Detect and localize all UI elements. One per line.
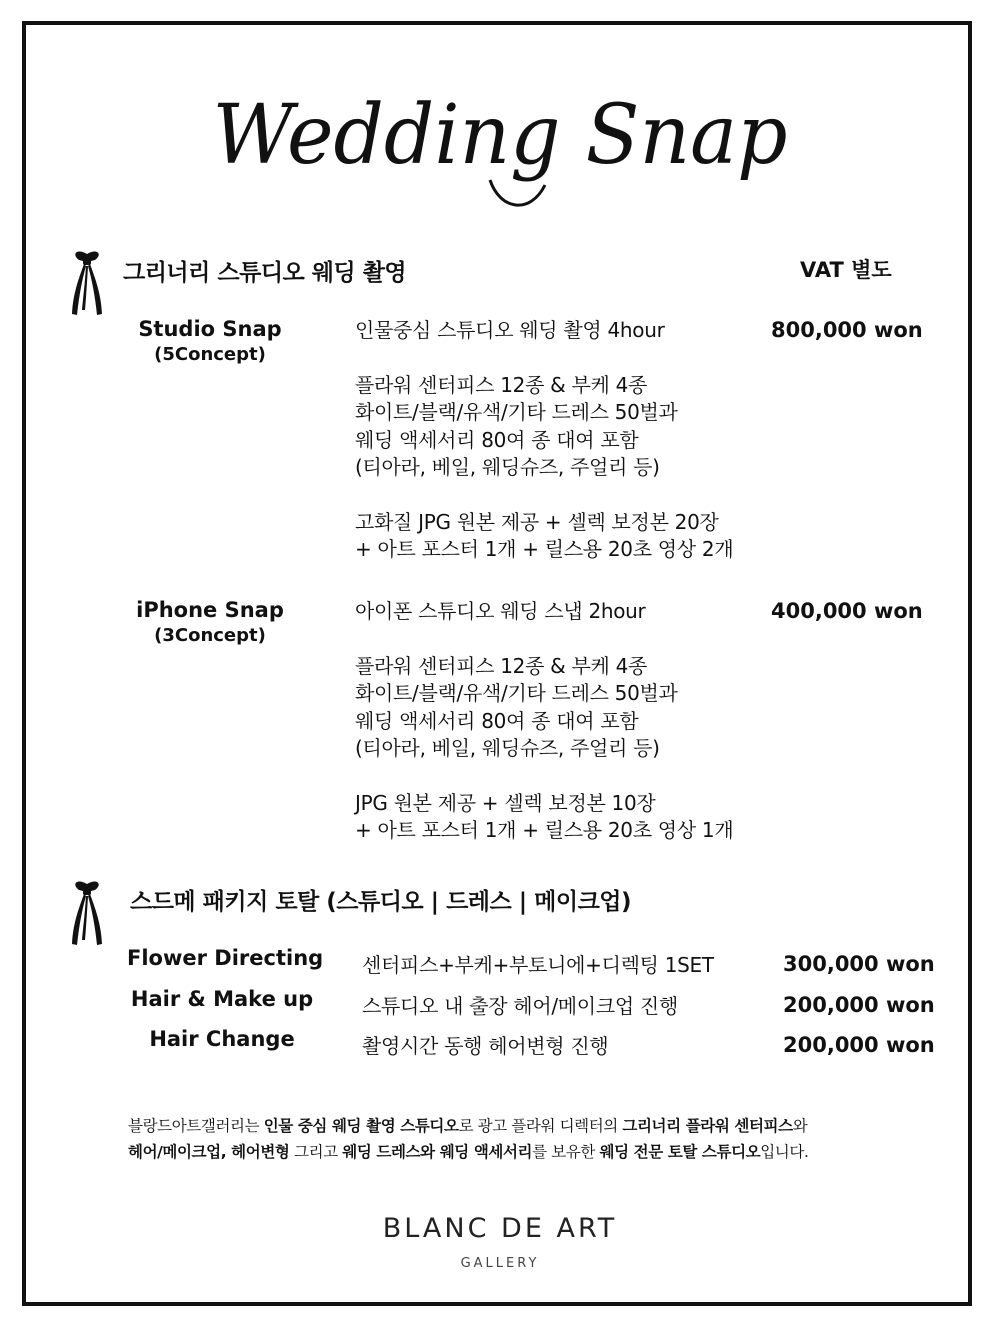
package-description — [355, 317, 733, 564]
description-highlight: 웨딩 전문 토탈 스튜디오 — [599, 1143, 761, 1161]
title-flourish — [490, 180, 545, 205]
service-price: 200,000 won — [783, 1033, 935, 1057]
desc-line: (티아라, 베일, 웨딩슈즈, 주얼리 등) — [355, 736, 660, 760]
desc-line: 인물중심 스튜디오 웨딩 촬영 4hour — [355, 318, 665, 342]
description-text: 입니다. — [760, 1143, 809, 1161]
desc-line: + 아트 포스터 1개 + 릴스용 20초 영상 2개 — [355, 537, 734, 561]
service-price: 300,000 won — [783, 952, 935, 976]
desc-line: 웨딩 액세서리 80여 종 대여 포함 — [355, 708, 639, 733]
vat-note: VAT 별도 — [800, 258, 892, 282]
package-name-studio-snap — [100, 316, 320, 368]
desc-line: 아이폰 스튜디오 웨딩 스냅 2hour — [355, 599, 646, 623]
ribbon-bow-icon — [67, 878, 107, 948]
section-title-package: 스드메 패키지 토탈 (스튜디오 | 드레스 | 메이크업) — [130, 889, 632, 915]
description-highlight: 헤어/메이크업, 헤어변형 — [128, 1143, 290, 1161]
page-title — [200, 85, 800, 215]
desc-line: 플라워 센터피스 12종 & 부케 4종 — [355, 653, 648, 678]
package-price: 800,000 won — [771, 318, 923, 342]
package-title: iPhone Snap — [136, 598, 284, 622]
description-text: 로 광고 플라워 디렉터의 — [458, 1117, 623, 1135]
section-title-studio: 그리너리 스튜디오 웨딩 촬영 — [123, 260, 407, 286]
description-text: 와 — [792, 1117, 808, 1135]
service-description: 촬영시간 동행 헤어변형 진행 — [362, 1034, 609, 1058]
desc-line: + 아트 포스터 1개 + 릴스용 20초 영상 1개 — [355, 818, 734, 842]
description-line-2 — [128, 1139, 808, 1165]
page-title-text: Wedding Snap — [212, 88, 788, 183]
package-concept: (3Concept) — [154, 625, 266, 646]
service-name: Hair Change — [149, 1027, 295, 1051]
package-title: Studio Snap — [138, 317, 282, 341]
ribbon-bow-icon — [67, 248, 107, 318]
desc-line: (티아라, 베일, 웨딩슈즈, 주얼리 등) — [355, 455, 660, 479]
package-price: 400,000 won — [771, 599, 923, 623]
service-description: 스튜디오 내 출장 헤어/메이크업 진행 — [362, 994, 678, 1018]
brand-subtitle: GALLERY — [460, 1256, 540, 1271]
service-name: Hair & Make up — [130, 987, 314, 1011]
description-highlight: 웨딩 드레스와 웨딩 액세서리 — [342, 1143, 533, 1161]
service-description: 센터피스+부케+부토니에+디렉팅 1SET — [362, 953, 714, 977]
description-line-1 — [128, 1113, 808, 1139]
service-name: Flower Directing — [127, 946, 324, 970]
description-text: 를 보유한 — [532, 1143, 600, 1161]
package-concept: (5Concept) — [154, 344, 266, 365]
package-description — [355, 598, 733, 845]
brand-logo: BLANC DE ART — [382, 1213, 618, 1244]
description-text: 그리고 — [289, 1143, 343, 1161]
desc-line: 웨딩 액세서리 80여 종 대여 포함 — [355, 427, 639, 452]
description-text: 블랑드아트갤러리는 — [128, 1117, 264, 1135]
desc-line: 고화질 JPG 원본 제공 + 셀렉 보정본 20장 — [355, 509, 719, 534]
package-name-iphone-snap — [100, 597, 320, 649]
description-highlight: 그리너리 플라워 센터피스 — [622, 1117, 793, 1135]
desc-line: JPG 원본 제공 + 셀렉 보정본 10장 — [355, 790, 656, 815]
desc-line: 화이트/블랙/유색/기타 드레스 50벌과 — [355, 400, 678, 424]
studio-description — [128, 1113, 808, 1165]
desc-line: 플라워 센터피스 12종 & 부케 4종 — [355, 372, 648, 397]
service-price: 200,000 won — [783, 993, 935, 1017]
description-highlight: 인물 중심 웨딩 촬영 스튜디오 — [263, 1117, 459, 1135]
desc-line: 화이트/블랙/유색/기타 드레스 50벌과 — [355, 681, 678, 705]
